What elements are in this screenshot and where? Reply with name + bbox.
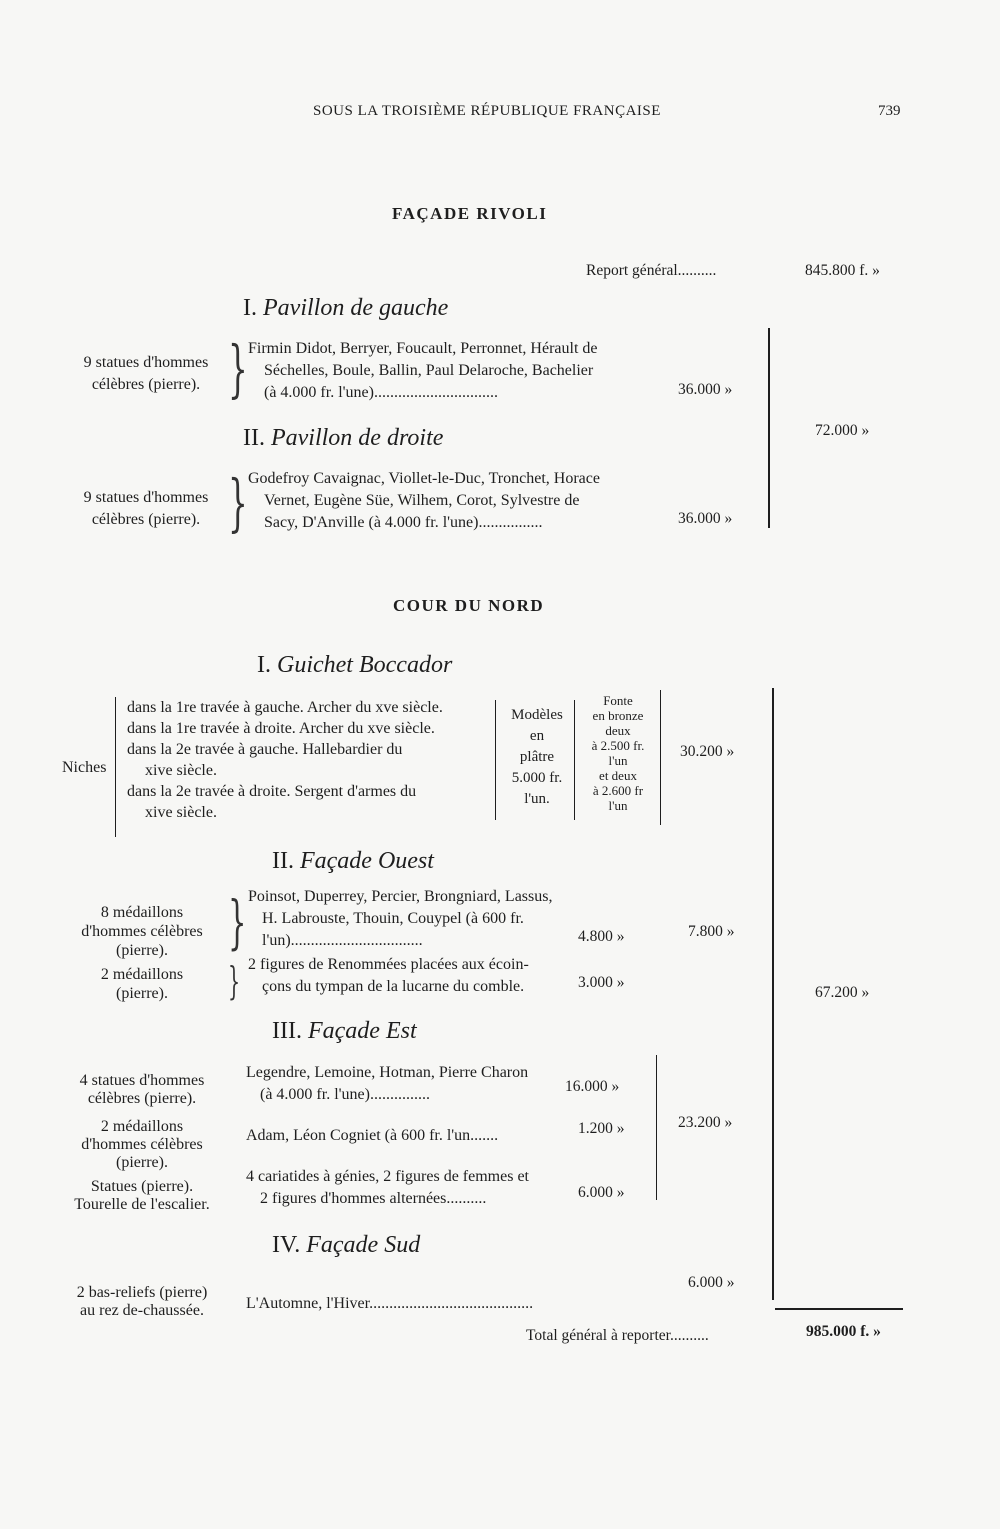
report-value: 845.800 f. » xyxy=(805,262,880,279)
sud-category: 2 bas-reliefs (pierre) au rez de-chaussée. xyxy=(76,1284,208,1319)
ouest-category-2: 2 médaillons (pierre). xyxy=(100,966,184,1002)
pavillon-gauche-amount: 36.000 » xyxy=(678,381,733,398)
subsection-facade-sud: IV. Façade Sud xyxy=(272,1232,421,1258)
total-rule xyxy=(775,1308,903,1310)
est-category-1: 4 statues d'hommes célèbres (pierre). xyxy=(79,1072,205,1107)
pavillon-gauche-category: 9 statues d'hommes célèbres (pierre). xyxy=(83,354,209,393)
subsection-pavillon-droite: II. Pavillon de droite xyxy=(243,425,444,451)
est-names-3: 4 cariatides à génies, 2 figures de femmes et 2 figures d'hommes alternées.......... xyxy=(246,1168,529,1207)
total-label: Total général à reporter.......... xyxy=(526,1327,709,1344)
pavillon-droite-names: Godefroy Cavaignac, Viollet-le-Duc, Tronchet, Horace Vernet, Eugène Süe, Wilhem, Corot, Sylvestre de Sacy, D'Anville (à 4.000 fr. l'une)................ xyxy=(248,470,600,531)
subsection-facade-est: III. Façade Est xyxy=(272,1018,417,1044)
subsection-facade-ouest: II. Façade Ouest xyxy=(272,848,434,874)
pavillon-droite-amount: 36.000 » xyxy=(678,510,733,527)
brace-line xyxy=(115,697,116,837)
brace-line xyxy=(656,1055,657,1200)
est-amount-2: 1.200 » xyxy=(578,1120,625,1137)
section-heading-nord: COUR DU NORD xyxy=(393,596,545,615)
niches-label: Niches xyxy=(62,759,107,776)
ouest-category-1: 8 médaillons d'hommes célèbres (pierre). xyxy=(81,904,203,959)
boccador-amount: 30.200 » xyxy=(680,743,735,760)
sud-amount: 6.000 » xyxy=(688,1274,735,1291)
section-heading-rivoli: FAÇADE RIVOLI xyxy=(392,204,548,223)
est-total: 23.200 » xyxy=(678,1114,733,1131)
brace-line xyxy=(574,700,575,820)
ouest-amount-1: 4.800 » xyxy=(578,928,625,945)
est-names-1: Legendre, Lemoine, Hotman, Pierre Charon (à 4.000 fr. l'une)............... xyxy=(246,1064,529,1103)
pavillon-droite-category: 9 statues d'hommes célèbres (pierre). xyxy=(83,489,209,528)
running-title: SOUS LA TROISIÈME RÉPUBLIQUE FRANÇAISE xyxy=(313,103,661,119)
modeles-column: Modèles en plâtre 5.000 fr. l'un. xyxy=(511,707,563,807)
brace-icon: } xyxy=(228,888,247,956)
est-names-2: Adam, Léon Cogniet (à 600 fr. l'un....... xyxy=(246,1127,499,1144)
subsection-pavillon-gauche: I. Pavillon de gauche xyxy=(243,295,449,321)
rivoli-subtotal: 72.000 » xyxy=(815,422,870,439)
sud-names: L'Automne, l'Hiver......................................... xyxy=(246,1295,534,1312)
fonte-column: Fonte en bronze deux à 2.500 fr. l'un et deux à 2.600 fr l'un xyxy=(591,693,645,813)
total-value: 985.000 f. » xyxy=(806,1323,881,1340)
ouest-names-2: 2 figures de Renommées placées aux écoin- çons du tympan de la lucarne du comble. xyxy=(248,956,529,995)
boccador-niches-list: dans la 1re travée à gauche. Archer du xve siècle. dans la 1re travée à droite. Archer du xve siècle. dans la 2e travée à gauche. Hallebardier du xive siècle. dans la 2e travée à droite. Sergent d'armes du xive siècle. xyxy=(127,699,443,821)
est-category-2: 2 médaillons d'hommes célèbres (pierre). xyxy=(81,1118,203,1171)
report-label: Report général.......... xyxy=(586,262,717,279)
brace-line xyxy=(660,690,661,825)
est-category-3: Statues (pierre). Tourelle de l'escalier. xyxy=(74,1178,210,1213)
brace-icon: } xyxy=(228,959,241,1003)
brace-line xyxy=(495,700,496,820)
ouest-names-1: Poinsot, Duperrey, Percier, Brongniard, Lassus, H. Labrouste, Thouin, Couypel (à 600 fr. l'un)................................. xyxy=(248,888,553,949)
nord-subtotal: 67.200 » xyxy=(815,984,870,1001)
pavillon-gauche-names: Firmin Didot, Berryer, Foucault, Perronnet, Hérault de Séchelles, Boule, Ballin, Paul Delaroche, Bachelier (à 4.000 fr. l'une)............................... xyxy=(248,340,598,401)
subsection-boccador: I. Guichet Boccador xyxy=(257,652,453,678)
bracket-line xyxy=(772,688,774,1300)
page-number: 739 xyxy=(878,103,901,119)
ouest-amount-2: 3.000 » xyxy=(578,974,625,991)
est-amount-1: 16.000 » xyxy=(565,1078,620,1095)
ouest-total: 7.800 » xyxy=(688,923,735,940)
bracket-line xyxy=(768,328,770,528)
brace-icon: } xyxy=(228,332,248,405)
brace-icon: } xyxy=(228,466,248,539)
est-amount-3: 6.000 » xyxy=(578,1184,625,1201)
